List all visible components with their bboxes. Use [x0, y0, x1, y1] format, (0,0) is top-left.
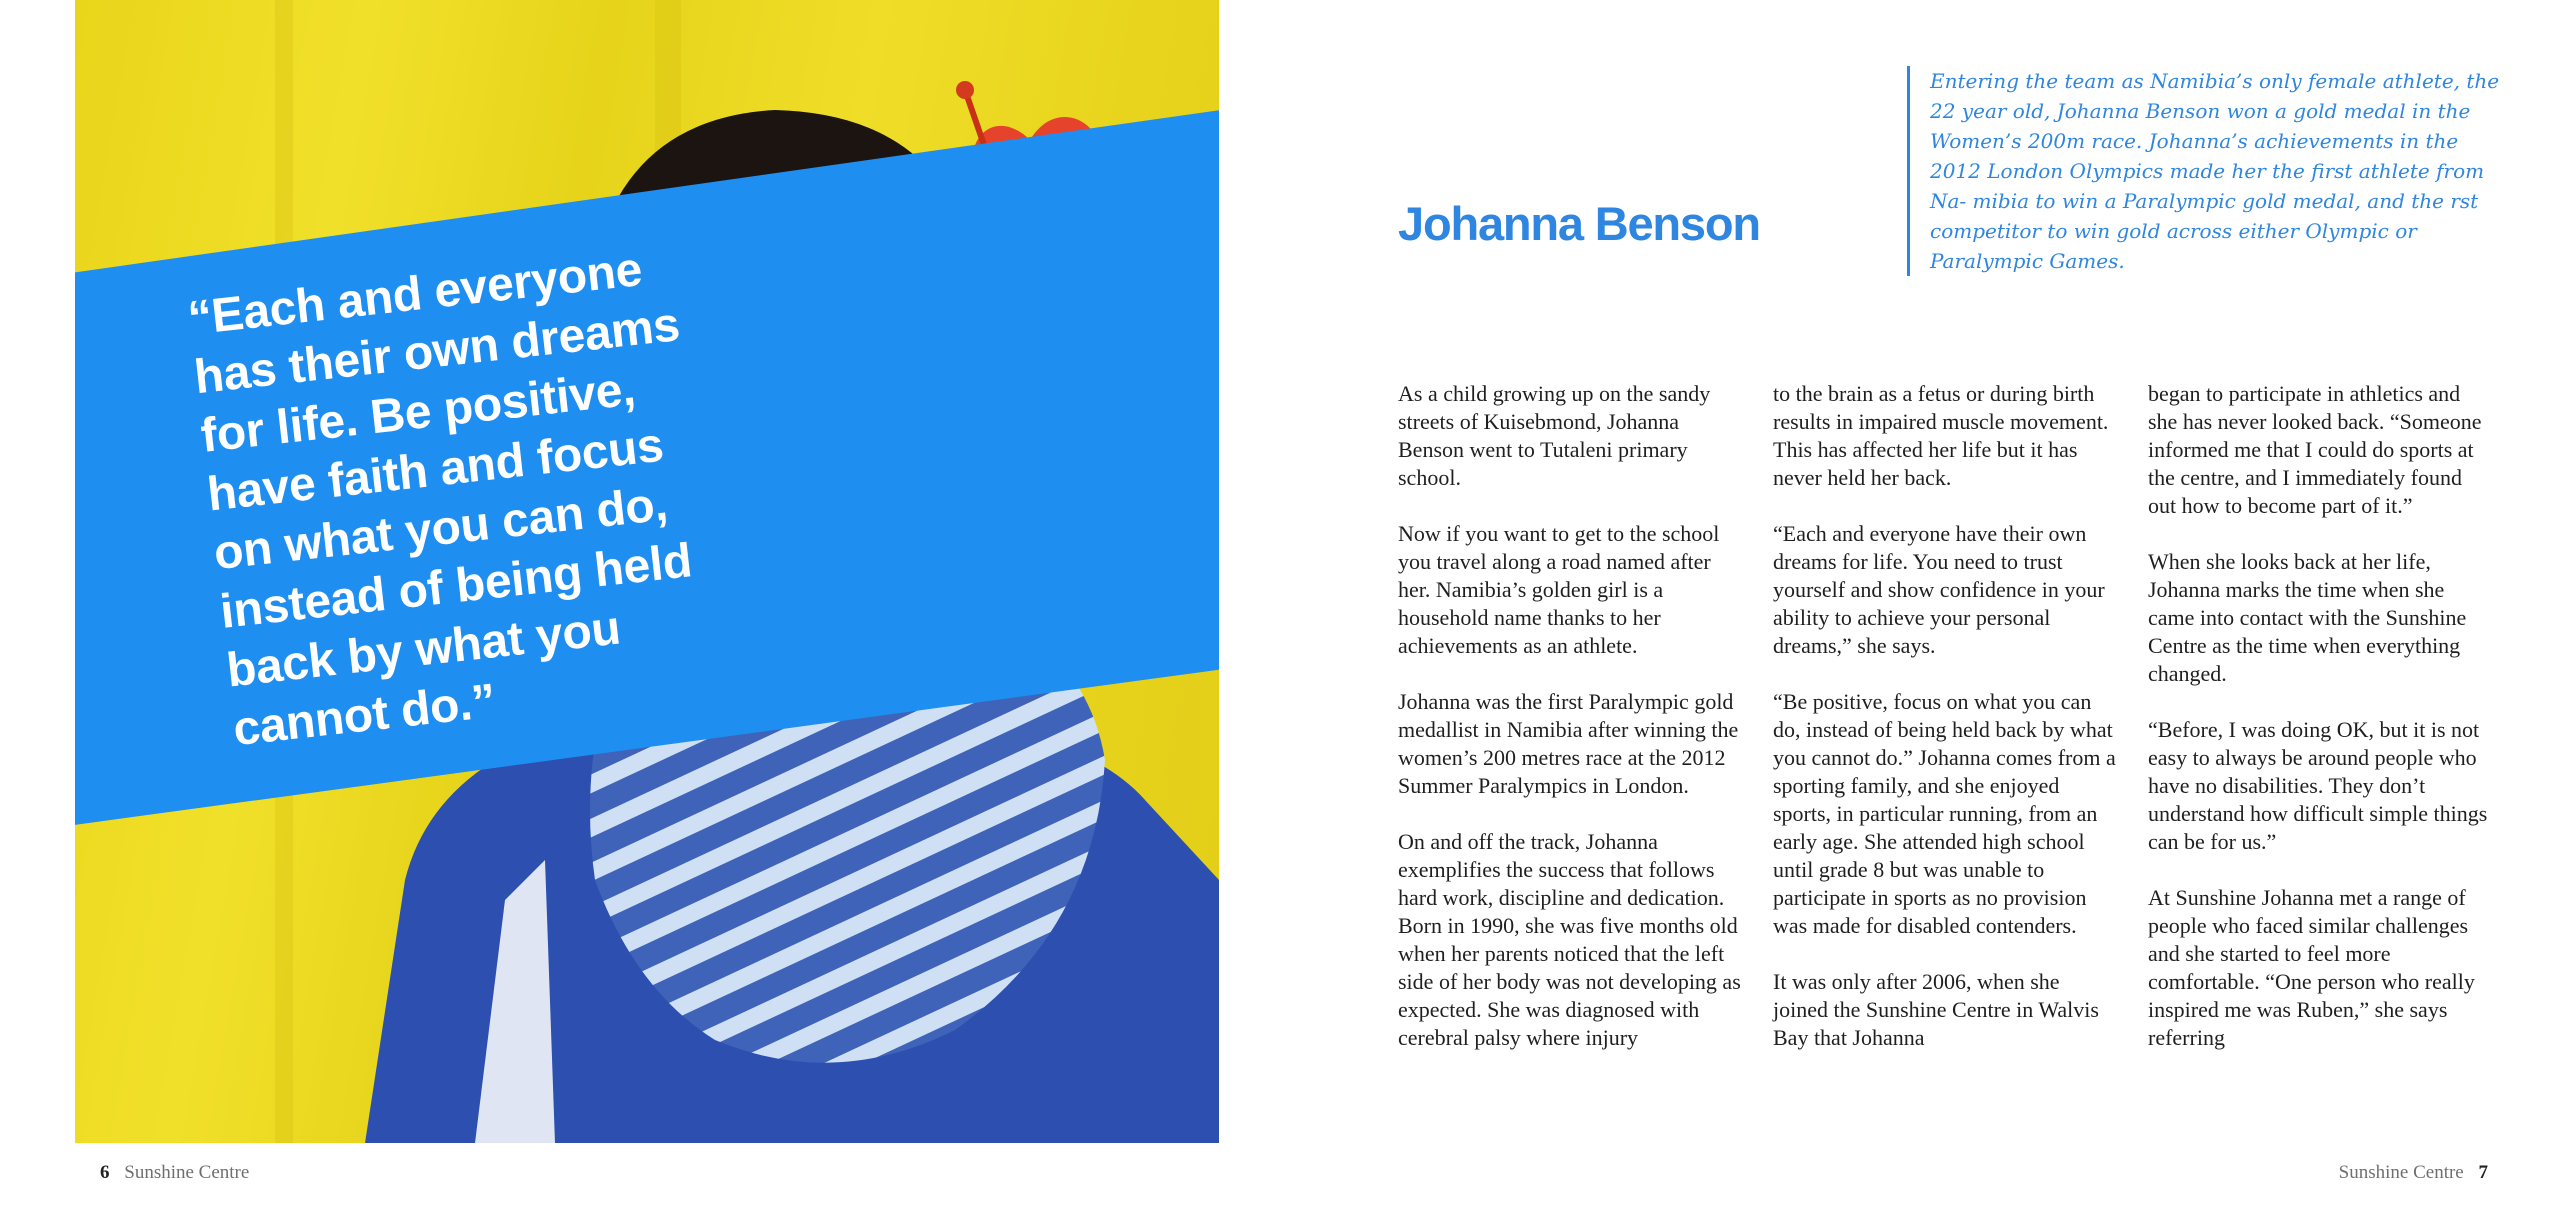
paragraph: On and off the track, Johanna exemplifies the success that follows hard work, discipline and dedication. Born in 1990, she was five months old when her parents noticed that the left side of her body was not developing as expected. She was diagnosed with cerebral palsy where injury	[1398, 829, 1741, 1050]
pull-quote: “Each and everyone has their own dreams for life. Be positive, have faith and focus on what you can do, instead of being held back by what you cannot do.”	[185, 242, 695, 757]
footer-right	[2339, 1162, 2488, 1184]
paragraph: “Each and everyone have their own dreams for life. You need to trust yourself and show confidence in your ability to achieve your personal dreams,” she says.	[1773, 521, 2105, 658]
text-column-1	[1398, 380, 1743, 1080]
text-column-3	[2148, 380, 2493, 1080]
paragraph: Now if you want to get to the school you travel along a road named after her. Namibia’s golden girl is a household name thanks to her achievements as an athlete.	[1398, 521, 1720, 658]
paragraph: began to participate in athletics and she has never looked back. “Someone informed me that I could do sports at the centre, and I immediately found out how to become part of it.”	[2148, 381, 2482, 518]
footer-left	[100, 1162, 249, 1184]
article-title: Johanna Benson	[1398, 197, 1760, 250]
paragraph: to the brain as a fetus or during birth results in impaired muscle movement. This has affected her life but it has never held her back.	[1773, 381, 2109, 490]
publication-name-left: Sunshine Centre	[124, 1162, 250, 1183]
intro-blurb	[1907, 66, 2510, 276]
paragraph: “Before, I was doing OK, but it is not easy to always be around people who have no disabilities. They don’t understand how difficult simple things can be for us.”	[2148, 717, 2488, 854]
paragraph: Johanna was the first Paralympic gold medallist in Namibia after winning the women’s 200 metres race at the 2012 Summer Paralympics in London.	[1398, 689, 1739, 798]
text-column-2	[1773, 380, 2118, 1080]
page-number-left: 6	[100, 1162, 110, 1183]
paragraph: When she looks back at her life, Johanna marks the time when she came into contact with the Sunshine Centre as the time when everything changed.	[2148, 549, 2467, 686]
publication-name-right: Sunshine Centre	[2338, 1162, 2464, 1183]
paragraph: At Sunshine Johanna met a range of people who faced similar challenges and she started to feel more comfortable. “One person who really inspired me was Ruben,” she says referring	[2148, 885, 2475, 1050]
intro-text: Entering the team as Namibia’s only female athlete, the 22 year old, Johanna Benson won a gold medal in the Women’s 200m race. Johanna’s achievements in the 2012 London Olympics made her the first athlete from Na- mibia to win a Paralympic gold medal, and the rst competitor to win gold across either Olympic or Paralympic Games.	[1930, 69, 2500, 273]
paragraph: It was only after 2006, when she joined the Sunshine Centre in Walvis Bay that Johanna	[1773, 969, 2099, 1050]
page-number-right: 7	[2478, 1162, 2488, 1183]
paragraph: “Be positive, focus on what you can do, instead of being held back by what you cannot do.” Johanna comes from a sporting family, and she enjoyed sports, in particular running, from an early age. She attended high school until grade 8 but was unable to participate in sports as no provision was made for disabled contenders.	[1773, 689, 2116, 938]
paragraph: As a child growing up on the sandy streets of Kuisebmond, Johanna Benson went to Tutaleni primary school.	[1398, 381, 1711, 490]
athlete-photo	[75, 0, 1219, 1143]
